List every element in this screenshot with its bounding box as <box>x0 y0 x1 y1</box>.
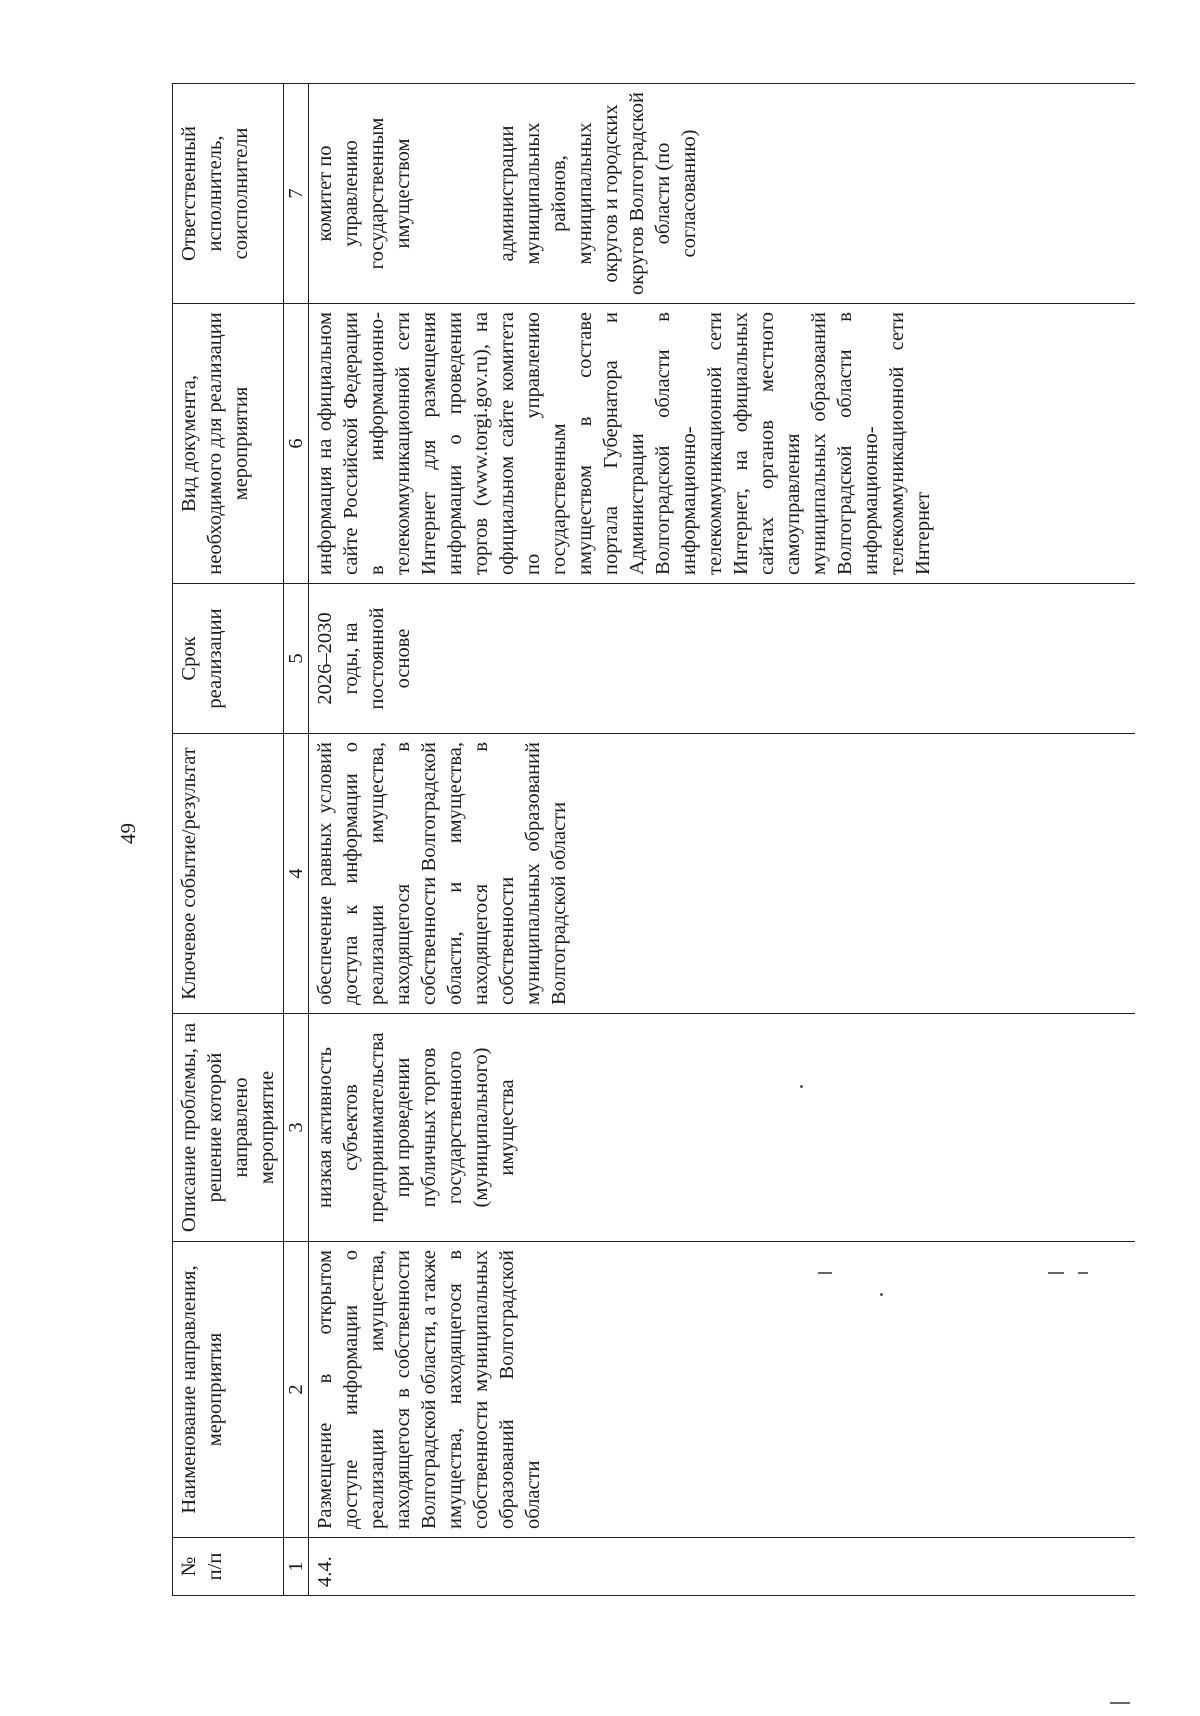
scan-artifact <box>800 1085 803 1088</box>
key-result: обеспечение равных условий доступа к информации о реализации имущества, находящегося в собственности Волгоградской области, и имущества, находящегося в собственности муниципальных образований Волгоградской области <box>309 734 1136 1014</box>
header-responsible: Ответственный исполнитель, соисполнители <box>173 84 284 304</box>
scan-artifact <box>1110 1702 1130 1704</box>
scan-artifact <box>818 1272 832 1274</box>
header-name: Наименование направления, мероприятия <box>173 1242 284 1538</box>
column-number: 3 <box>284 1014 309 1242</box>
measure-name: Размещение в открытом доступе информации о реализации имущества, находящегося в собственности Волгоградской области, а также имущества, находящегося в собственности муниципальных образований Волгоградской области <box>309 1242 1136 1538</box>
scan-artifact <box>1078 1272 1088 1274</box>
column-number: 4 <box>284 734 309 1014</box>
responsible-gap <box>416 92 442 295</box>
header-result: Ключевое событие/результат <box>173 734 284 1014</box>
header-term: Срок реализации <box>173 584 284 734</box>
column-number: 1 <box>284 1538 309 1596</box>
document-type-federal: информация на официальном сайте Российской Федерации в информационно-телекоммуникационной сети Интернет для размещения информации о проведении торгов (www.torgi.gov.ru), <box>314 312 492 575</box>
document-type <box>309 304 1136 584</box>
header-document: Вид документа, необходимого для реализации мероприятия <box>173 304 284 584</box>
responsible-gap <box>442 92 468 295</box>
column-number: 2 <box>284 1242 309 1538</box>
scan-artifact <box>1048 1272 1064 1274</box>
table-row <box>309 84 1136 1596</box>
row-number: 4.4. <box>309 1538 1136 1596</box>
document-type-committee: на официальном сайте комитета по управлению государственным имуществом в составе портала Губернатора и Администрации Волгоградской области в информационно-телекоммуникационной сети Интернет, <box>470 311 752 575</box>
header-problem: Описание проблемы, на решение которой направлено мероприятие <box>173 1014 284 1242</box>
problem-description: низкая активность субъектов предпринимательства при проведении публичных торгов государственного (муниципального) имущества <box>309 1014 1136 1242</box>
page-number: 49 <box>116 823 140 844</box>
responsible-gap <box>468 92 494 295</box>
column-number: 6 <box>284 304 309 584</box>
column-number-row <box>284 84 309 1596</box>
responsible-municipal: администрации муниципальных районов, муниципальных округов и городских округов Волгоградской области (по согласованию) <box>496 92 700 295</box>
responsible-committee: комитет по управлению государственным имуществом <box>314 117 414 270</box>
header-row <box>173 84 284 1596</box>
header-number: № п/п <box>173 1538 284 1596</box>
responsible-executor <box>309 84 1136 304</box>
scan-artifact <box>880 1293 883 1296</box>
document-type-municipal: на официальных сайтах органов местного самоуправления муниципальных образований Волгоградской области в информационно-телекоммуникационной сети Интернет <box>730 312 934 575</box>
implementation-term: 2026–2030 годы, на постоянной основе <box>309 584 1136 734</box>
column-number: 7 <box>284 84 309 304</box>
rotated-table-container <box>172 84 1182 1596</box>
column-number: 5 <box>284 584 309 734</box>
measures-table <box>172 83 1135 1596</box>
